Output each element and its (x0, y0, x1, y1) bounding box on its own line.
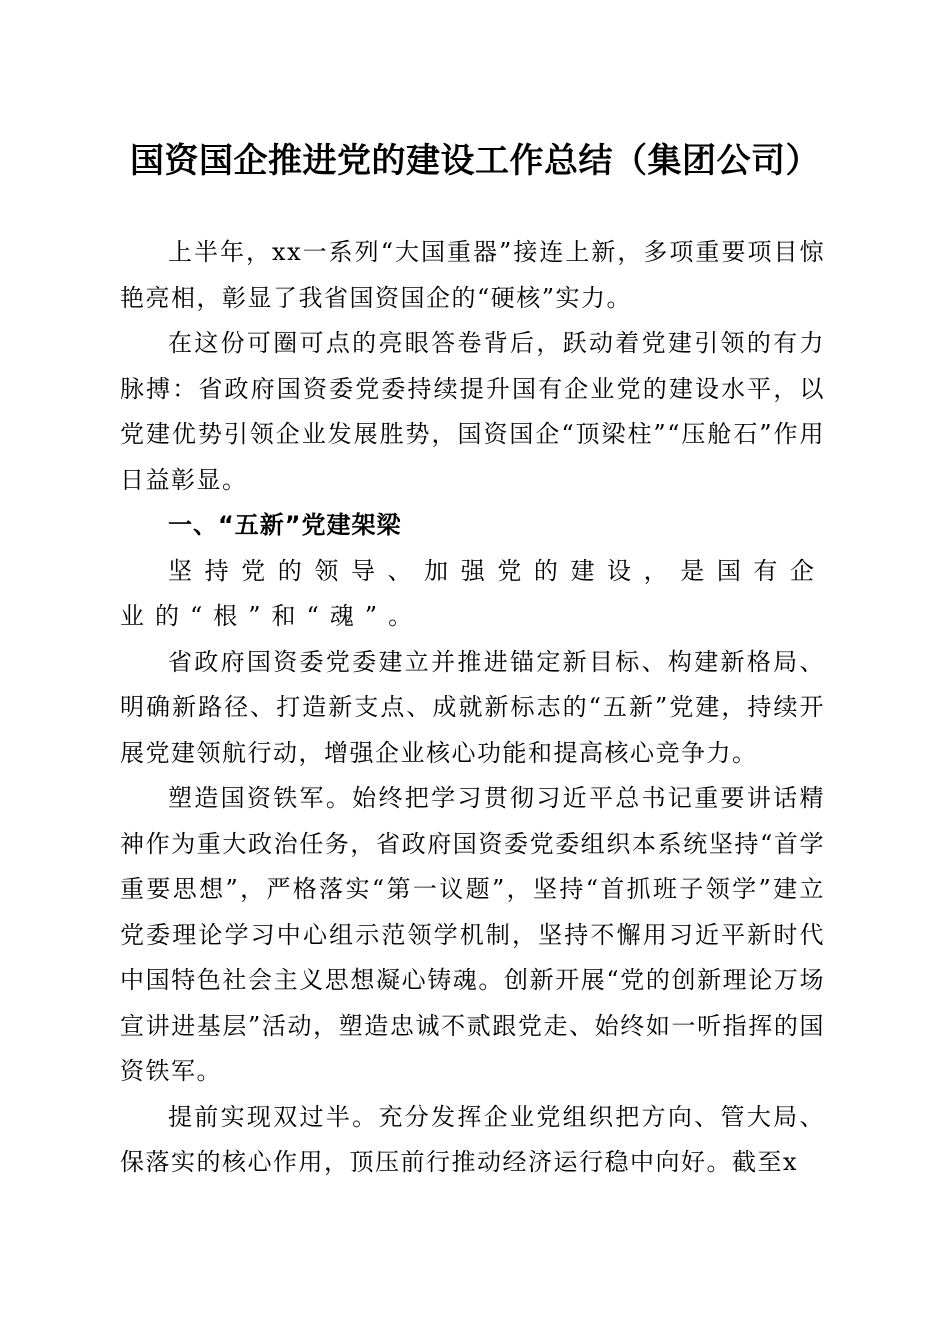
document-body (120, 230, 825, 1186)
document-title: 国资国企推进党的建设工作总结（集团公司） (130, 141, 820, 181)
paragraph-intro: 上半年，xx一系列“大国重器”接连上新，多项重要项目惊艳亮相，彰显了我省国资国企的“硬核”实力。 (120, 238, 825, 312)
paragraph-iron-army: 塑造国资铁军。始终把学习贯彻习近平总书记重要讲话精神作为重大政治任务，省政府国资委党委组织本系统坚持“首学重要思想”，严格落实“第一议题”，坚持“首抓班子领学”建立党委理论学习中心组示范领学机制，坚持不懈用习近平新时代中国特色社会主义思想凝心铸魂。创新开展“党的创新理论万场宣讲进基层”活动，塑造忠诚不贰跟党走、始终如一听指挥的国资铁军。 (120, 784, 825, 1085)
paragraph-five-new: 省政府国资委党委建立并推进锚定新目标、构建新格局、明确新路径、打造新支点、成就新标志的“五新”党建，持续开展党建领航行动，增强企业核心功能和提高核心竞争力。 (120, 647, 825, 767)
section-heading: 一、“五新”党建架梁 (168, 511, 402, 539)
paragraph-double-half: 提前实现双过半。充分发挥企业党组织把方向、管大局、保落实的核心作用，顶压前行推动经济运行稳中向好。截至x (120, 1102, 825, 1176)
paragraph-background: 在这份可圈可点的亮眼答卷背后，跃动着党建引领的有力脉搏：省政府国资委党委持续提升国有企业党的建设水平，以党建优势引领企业发展胜势，国资国企“顶梁柱”“压舱石”作用日益彰显。 (120, 329, 825, 494)
paragraph-leadership: 坚持党的领导、加强党的建设，是国有企业的“根”和“魂”。 (120, 556, 825, 630)
